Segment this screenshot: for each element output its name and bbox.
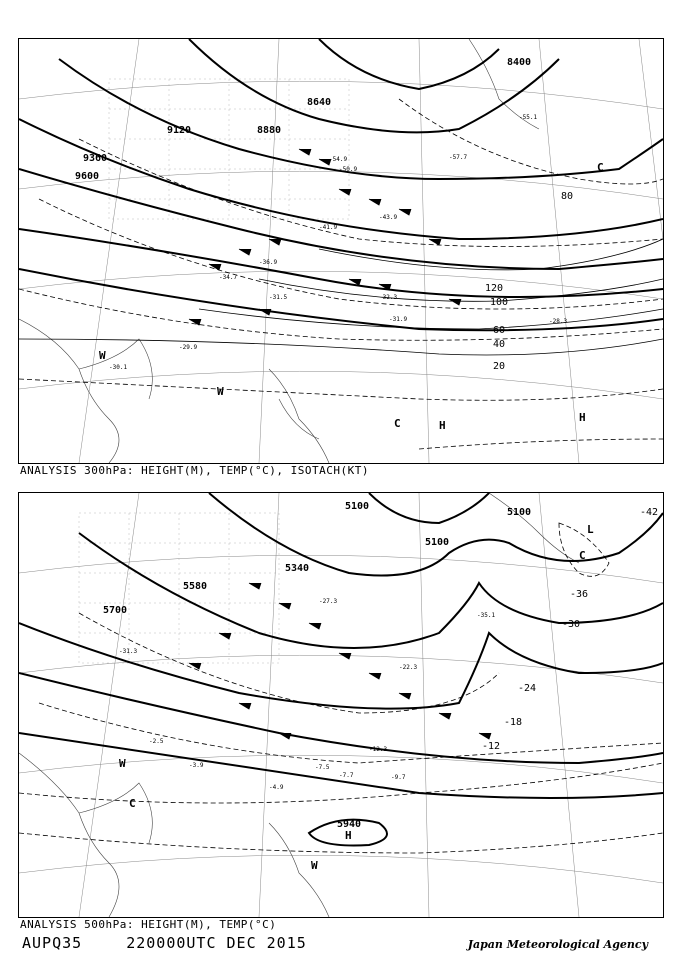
temperature-sample: -31.3 — [119, 648, 138, 655]
warm-marker: W — [217, 385, 224, 398]
height-label: 5940 — [336, 819, 362, 830]
high-pressure-marker: H — [579, 411, 586, 424]
temperature-label: -36 — [569, 589, 589, 600]
isotach-label: 80 — [560, 191, 574, 202]
wind-barbs — [189, 583, 491, 739]
isotach-label-group — [485, 191, 573, 372]
temperature-sample: -50.9 — [339, 166, 358, 173]
temperature-sample: -2.5 — [149, 738, 164, 745]
height-contours — [19, 39, 663, 330]
map-panel-300hpa — [18, 38, 664, 464]
caption-500hpa: ANALYSIS 500hPa: HEIGHT(M), TEMP(°C) — [20, 918, 277, 931]
coastline — [19, 493, 579, 917]
high-pressure-marker: H — [439, 419, 446, 432]
height-label: 5340 — [284, 563, 310, 574]
height-label: 9120 — [166, 125, 192, 136]
temperature-sample: -36.9 — [259, 259, 278, 266]
temperature-sample: -29.9 — [179, 344, 198, 351]
height-label: 5100 — [424, 537, 450, 548]
temperature-label: -30 — [561, 619, 581, 630]
temperature-sample: -3.9 — [189, 762, 204, 769]
warm-marker: W — [119, 757, 126, 770]
cold-marker: C — [394, 417, 401, 430]
warm-marker: W — [311, 859, 318, 872]
height-label: 5700 — [102, 605, 128, 616]
height-label: 5100 — [506, 507, 532, 518]
agency-name: Japan Meteorological Agency — [467, 938, 648, 951]
temperature-sample: -28.3 — [549, 318, 568, 325]
caption-300hpa: ANALYSIS 300hPa: HEIGHT(M), TEMP(°C), ISOTACH(KT) — [20, 464, 370, 477]
height-label: 8640 — [306, 97, 332, 108]
temperature-sample: -34.7 — [219, 274, 238, 281]
coastline — [19, 39, 539, 463]
temperature-label: -42 — [639, 507, 659, 518]
chart-footer — [22, 934, 341, 952]
temperature-sample: -9.7 — [391, 774, 406, 781]
height-label: 5580 — [182, 581, 208, 592]
cold-marker: C — [129, 797, 136, 810]
temperature-sample: -31.9 — [389, 316, 408, 323]
temperature-sample: -7.7 — [339, 772, 354, 779]
height-label: 5100 — [344, 501, 370, 512]
temperature-label: -24 — [517, 683, 537, 694]
temperature-sample-group — [119, 598, 495, 791]
isotach-label: 120 — [484, 283, 504, 294]
map-panel-500hpa — [18, 492, 664, 918]
temperature-sample: -12.3 — [369, 746, 388, 753]
high-pressure-marker: H — [345, 829, 352, 842]
temperature-sample: -32.3 — [379, 294, 398, 301]
map-300hpa-svg — [19, 39, 663, 463]
temperature-sample: -7.5 — [315, 764, 330, 771]
temperature-sample: -35.1 — [477, 612, 496, 619]
temperature-isotherms — [19, 523, 663, 853]
height-label: 9360 — [82, 153, 108, 164]
temperature-sample: -43.9 — [379, 214, 398, 221]
temperature-sample: -31.5 — [269, 294, 288, 301]
temperature-label: -18 — [503, 717, 523, 728]
map-500hpa-svg — [19, 493, 663, 917]
valid-time: 220000UTC DEC 2015 — [126, 934, 307, 952]
height-label: 8400 — [506, 57, 532, 68]
temperature-sample: -55.1 — [519, 114, 538, 121]
temperature-sample: -4.9 — [269, 784, 284, 791]
warm-marker: W — [99, 349, 106, 362]
isotach-label: 100 — [489, 297, 509, 308]
temperature-label: -12 — [481, 741, 501, 752]
isotach-label: 40 — [492, 339, 506, 350]
temperature-sample: -30.1 — [109, 364, 128, 371]
height-label: 9600 — [74, 171, 100, 182]
jet-shading — [79, 513, 279, 663]
temperature-sample: -27.3 — [319, 598, 338, 605]
temperature-sample: -22.3 — [399, 664, 418, 671]
isotach-label: 20 — [492, 361, 506, 372]
low-pressure-marker: L — [587, 523, 594, 536]
cold-marker: C — [579, 549, 586, 562]
chart-code: AUPQ35 — [22, 934, 83, 952]
height-label: 8880 — [256, 125, 282, 136]
temperature-isotherms — [19, 99, 663, 449]
temperature-sample: -41.9 — [319, 224, 338, 231]
temperature-sample: -57.7 — [449, 154, 468, 161]
temperature-sample: -54.9 — [329, 156, 348, 163]
wind-barbs — [189, 149, 461, 325]
height-label-group — [103, 501, 531, 830]
cold-marker: C — [597, 161, 604, 174]
isotach-label: 60 — [492, 325, 506, 336]
height-contours — [19, 493, 663, 846]
